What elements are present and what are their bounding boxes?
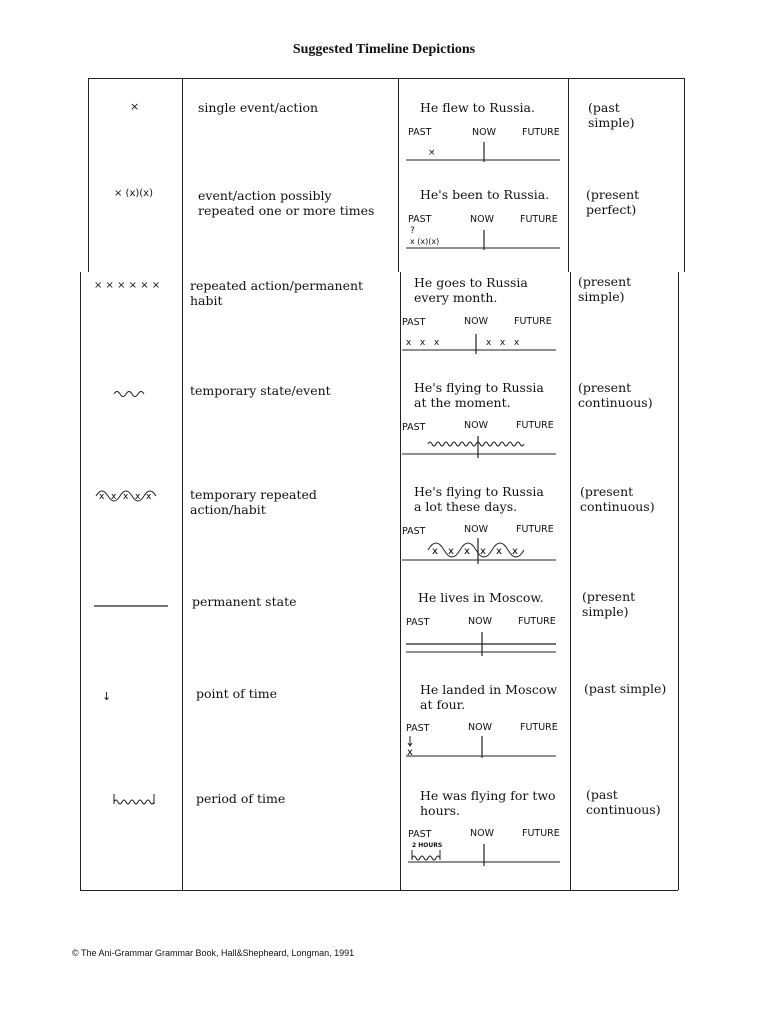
timeline-past-label: PAST — [406, 723, 430, 734]
timeline-past-label: PAST — [402, 422, 426, 433]
timeline-future-label: FUTURE — [516, 524, 554, 535]
page-title: Suggested Timeline Depictions — [292, 42, 476, 57]
timeline-period-of-time — [406, 840, 562, 866]
timeline-temporary-repeated — [400, 536, 560, 566]
row-tense: (present simple) — [578, 274, 632, 304]
timeline-future-label: FUTURE — [522, 828, 560, 839]
timeline-future-label: FUTURE — [522, 127, 560, 138]
row-tense: (present continuous) — [578, 380, 653, 410]
timeline-now-label: NOW — [468, 616, 492, 627]
row-tense: (past simple) — [584, 681, 667, 696]
timeline-past-label: PAST — [402, 317, 426, 328]
svg-text:x: x — [123, 492, 129, 502]
row-example: He landed in Moscow at four. — [420, 682, 558, 712]
timeline-now-label: NOW — [470, 828, 494, 839]
copyright-footer: © The Ani-Grammar Grammar Book, Hall&Shepheard, Longman, 1991 — [72, 948, 355, 958]
row-description: repeated action/permanent habit — [190, 278, 364, 308]
timeline-point-of-time — [404, 734, 560, 760]
timeline-now-label: NOW — [464, 420, 488, 431]
svg-text:x: x — [432, 546, 438, 557]
row-tense: (present continuous) — [580, 484, 655, 514]
svg-text:x: x — [99, 492, 105, 502]
row-description: single event/action — [198, 100, 319, 115]
row-example: He lives in Moscow. — [418, 590, 544, 605]
timeline-mark: × — [428, 148, 436, 158]
timeline-now-label: NOW — [464, 524, 488, 535]
timeline-past-label: PAST — [408, 214, 432, 225]
svg-text:x: x — [464, 546, 470, 557]
timeline-mark: 2 HOURS — [412, 842, 443, 849]
timeline-now-label: NOW — [464, 316, 488, 327]
symbol-permanent-state — [94, 602, 170, 610]
timeline-mark: x x x — [486, 338, 520, 348]
svg-text:x: x — [512, 546, 518, 557]
timeline-future-label: FUTURE — [518, 616, 556, 627]
symbol-possibly-repeated: × (x)(x) — [114, 188, 153, 199]
timeline-temporary-state — [400, 432, 560, 460]
svg-text:x: x — [111, 492, 117, 502]
timeline-now-label: NOW — [470, 214, 494, 225]
timeline-future-label: FUTURE — [520, 214, 558, 225]
timeline-future-label: FUTURE — [514, 316, 552, 327]
svg-text:x: x — [448, 546, 454, 557]
timeline-possibly-repeated — [406, 228, 562, 252]
timeline-permanent-state — [404, 628, 560, 658]
timeline-past-label: PAST — [406, 617, 430, 628]
row-tense: (past simple) — [588, 100, 635, 130]
timeline-past-label: PAST — [402, 526, 426, 537]
row-description: permanent state — [192, 594, 297, 609]
row-description: point of time — [196, 686, 277, 701]
timeline-past-label: PAST — [408, 127, 432, 138]
timeline-mark: x x x — [406, 338, 440, 348]
row-description: temporary repeated action/habit — [190, 487, 317, 517]
svg-text:x: x — [146, 492, 152, 502]
timeline-mark: x (x)(x) — [410, 237, 440, 246]
symbol-temporary-repeated — [94, 486, 158, 504]
row-example: He's flying to Russia a lot these days. — [414, 484, 544, 514]
symbol-temporary-state — [112, 388, 152, 400]
row-tense: (past continuous) — [586, 787, 661, 817]
row-example: He goes to Russia every month. — [414, 275, 528, 305]
row-example: He was flying for two hours. — [420, 788, 556, 818]
symbol-repeated-action: × × × × × × — [94, 280, 161, 291]
timeline-now-label: NOW — [472, 127, 496, 138]
timeline-now-label: NOW — [468, 722, 492, 733]
row-example: He's flying to Russia at the moment. — [414, 380, 544, 410]
row-description: temporary state/event — [190, 383, 331, 398]
svg-text:x: x — [135, 492, 141, 502]
svg-text:x: x — [407, 747, 413, 758]
row-example: He flew to Russia. — [420, 100, 535, 115]
down-arrow-icon: ↓ — [102, 690, 112, 703]
row-tense: (present perfect) — [586, 187, 640, 217]
row-example: He's been to Russia. — [420, 187, 550, 202]
row-tense: (present simple) — [582, 589, 636, 619]
svg-text:x: x — [496, 546, 502, 557]
timeline-repeated-action — [400, 330, 560, 356]
svg-text:x: x — [480, 546, 486, 557]
symbol-period-of-time — [110, 792, 160, 808]
symbol-single-event: × — [130, 100, 140, 113]
timeline-mark: ? — [410, 226, 415, 236]
timeline-past-label: PAST — [408, 829, 432, 840]
row-description: period of time — [196, 791, 286, 806]
timeline-future-label: FUTURE — [516, 420, 554, 431]
timeline-future-label: FUTURE — [520, 722, 558, 733]
row-description: event/action possibly repeated one or more times — [198, 188, 375, 218]
